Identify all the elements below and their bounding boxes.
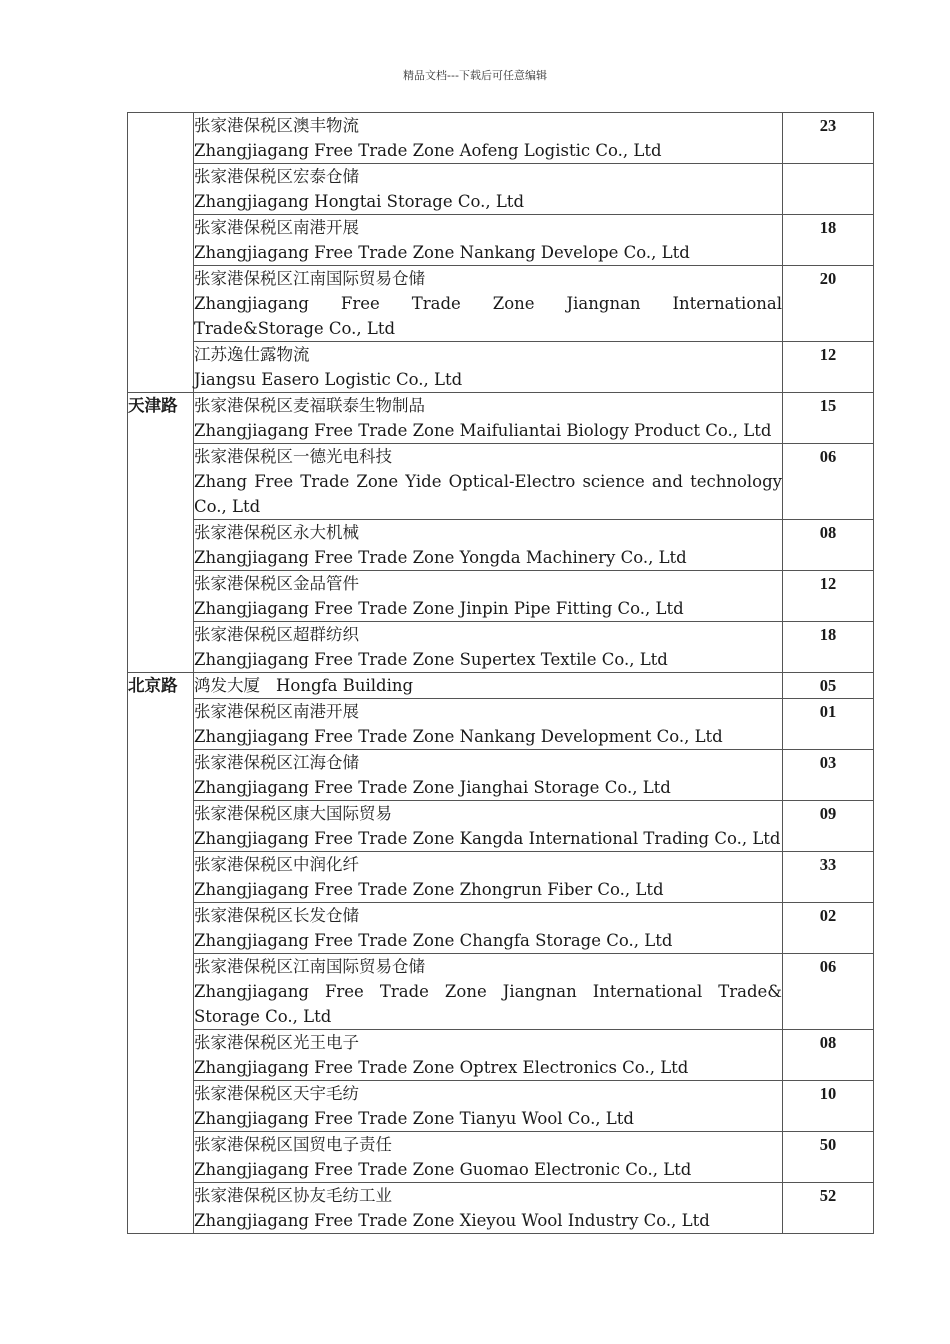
house-number-cell <box>783 164 874 215</box>
house-number-cell: 03 <box>783 750 874 801</box>
company-name-english: Jiangsu Easero Logistic Co., Ltd <box>194 370 463 389</box>
company-name-english: Zhangjiagang Free Trade Zone Tianyu Wool Co., Ltd <box>194 1109 634 1128</box>
company-name-cell <box>194 852 783 903</box>
company-name-english: Zhangjiagang Free Trade Zone Optrex Electronics Co., Ltd <box>194 1058 689 1077</box>
company-name-chinese: 张家港保税区澳丰物流 <box>194 116 359 135</box>
company-name-chinese: 张家港保税区长发仓储 <box>194 906 359 925</box>
company-name-english: Zhangjiagang Free Trade Zone Supertex Textile Co., Ltd <box>194 650 668 669</box>
company-name-english: Zhangjiagang Free Trade Zone Jinpin Pipe Fitting Co., Ltd <box>194 599 684 618</box>
house-number-cell: 09 <box>783 801 874 852</box>
company-name-english: Zhangjiagang Free Trade Zone Guomao Electronic Co., Ltd <box>194 1160 692 1179</box>
table-row <box>128 801 874 852</box>
company-name-chinese: 张家港保税区宏泰仓储 <box>194 167 359 186</box>
company-name-chinese: 张家港保税区金品管件 <box>194 574 359 593</box>
company-name-english: Zhangjiagang Free Trade Zone Maifuliantai Biology Product Co., Ltd <box>194 421 772 440</box>
house-number-cell: 05 <box>783 673 874 699</box>
company-name-english: Zhangjiagang Free Trade Zone Aofeng Logistic Co., Ltd <box>194 141 662 160</box>
company-name-chinese: 张家港保税区协友毛纺工业 <box>194 1186 392 1205</box>
company-name-cell <box>194 1132 783 1183</box>
house-number-cell: 20 <box>783 266 874 342</box>
table-row <box>128 215 874 266</box>
company-name-english: Hongfa Building <box>276 676 414 695</box>
house-number-cell: 12 <box>783 342 874 393</box>
table-row <box>128 622 874 673</box>
table-row <box>128 699 874 750</box>
company-name-cell <box>194 571 783 622</box>
company-name-chinese: 张家港保税区国贸电子责任 <box>194 1135 392 1154</box>
company-name-chinese: 江苏逸仕露物流 <box>194 345 310 364</box>
company-name-english: Zhangjiagang Hongtai Storage Co., Ltd <box>194 192 524 211</box>
table-row <box>128 164 874 215</box>
table-row <box>128 1132 874 1183</box>
table-row <box>128 903 874 954</box>
company-name-cell <box>194 342 783 393</box>
house-number-cell: 01 <box>783 699 874 750</box>
company-name-chinese: 张家港保税区南港开展 <box>194 702 359 721</box>
house-number-cell: 08 <box>783 520 874 571</box>
house-number-cell: 33 <box>783 852 874 903</box>
company-name-cell <box>194 699 783 750</box>
company-name-cell <box>194 393 783 444</box>
house-number-cell: 10 <box>783 1081 874 1132</box>
table-row <box>128 750 874 801</box>
house-number-cell: 18 <box>783 215 874 266</box>
company-name-english: Zhangjiagang Free Trade Zone Jiangnan International Trade& Storage Co., Ltd <box>194 982 782 1026</box>
company-name-english: Zhangjiagang Free Trade Zone Nankang Development Co., Ltd <box>194 727 723 746</box>
house-number-cell: 18 <box>783 622 874 673</box>
company-name-cell <box>194 954 783 1030</box>
company-name-cell <box>194 903 783 954</box>
table-row <box>128 266 874 342</box>
company-name-english: Zhangjiagang Free Trade Zone Jianghai Storage Co., Ltd <box>194 778 671 797</box>
table-row <box>128 1081 874 1132</box>
company-name-chinese: 张家港保税区康大国际贸易 <box>194 804 392 823</box>
company-name-cell <box>194 266 783 342</box>
company-name-cell <box>194 444 783 520</box>
house-number-cell: 06 <box>783 954 874 1030</box>
road-name-cell: 北京路 <box>128 673 194 1234</box>
company-name-cell <box>194 113 783 164</box>
company-name-cell <box>194 622 783 673</box>
table-row <box>128 673 874 699</box>
table-row <box>128 1183 874 1234</box>
company-name-cell <box>194 801 783 852</box>
company-name-cell <box>194 164 783 215</box>
company-name-cell <box>194 750 783 801</box>
table-row <box>128 113 874 164</box>
company-name-cell <box>194 1081 783 1132</box>
company-name-chinese: 张家港保税区一德光电科技 <box>194 447 392 466</box>
house-number-cell: 06 <box>783 444 874 520</box>
company-name-english: Zhang Free Trade Zone Yide Optical-Electro science and technology Co., Ltd <box>194 472 782 516</box>
company-name-cell <box>194 1183 783 1234</box>
house-number-cell: 02 <box>783 903 874 954</box>
company-table <box>127 112 874 1234</box>
page-header: 精品文档---下载后可任意编辑 <box>403 69 547 82</box>
house-number-cell: 12 <box>783 571 874 622</box>
company-name-cell <box>194 215 783 266</box>
company-name-chinese: 张家港保税区天宇毛纺 <box>194 1084 359 1103</box>
company-name-chinese: 张家港保税区江海仓储 <box>194 753 359 772</box>
road-name-cell: 天津路 <box>128 393 194 673</box>
table-row <box>128 1030 874 1081</box>
company-name-english: Zhangjiagang Free Trade Zone Kangda International Trading Co., Ltd <box>194 829 781 848</box>
company-name-english: Zhangjiagang Free Trade Zone Nankang Develope Co., Ltd <box>194 243 690 262</box>
house-number-cell: 52 <box>783 1183 874 1234</box>
company-name-english: Zhangjiagang Free Trade Zone Zhongrun Fiber Co., Ltd <box>194 880 664 899</box>
table-body <box>128 113 874 1234</box>
company-name-chinese: 张家港保税区中润化纤 <box>194 855 359 874</box>
company-name-chinese: 张家港保税区超群纺织 <box>194 625 359 644</box>
table-row <box>128 571 874 622</box>
table-row <box>128 954 874 1030</box>
company-name-chinese: 张家港保税区南港开展 <box>194 218 359 237</box>
table-row <box>128 342 874 393</box>
company-name-chinese: 鸿发大厦 <box>194 676 260 695</box>
house-number-cell: 50 <box>783 1132 874 1183</box>
table-row <box>128 852 874 903</box>
company-name-chinese: 张家港保税区麦福联泰生物制品 <box>194 396 425 415</box>
company-name-chinese: 张家港保税区光王电子 <box>194 1033 359 1052</box>
company-name-chinese: 张家港保税区江南国际贸易仓储 <box>194 269 425 288</box>
company-name-english: Zhangjiagang Free Trade Zone Xieyou Wool Industry Co., Ltd <box>194 1211 710 1230</box>
house-number-cell: 08 <box>783 1030 874 1081</box>
company-name-cell <box>194 520 783 571</box>
house-number-cell: 15 <box>783 393 874 444</box>
house-number-cell: 23 <box>783 113 874 164</box>
company-name-english: Zhangjiagang Free Trade Zone Yongda Machinery Co., Ltd <box>194 548 687 567</box>
table-row <box>128 444 874 520</box>
company-name-english: Zhangjiagang Free Trade Zone Changfa Storage Co., Ltd <box>194 931 673 950</box>
company-name-chinese: 张家港保税区永大机械 <box>194 523 359 542</box>
company-name-chinese: 张家港保税区江南国际贸易仓储 <box>194 957 425 976</box>
company-name-english: Zhangjiagang Free Trade Zone Jiangnan International Trade&Storage Co., Ltd <box>194 294 782 338</box>
company-name-cell <box>194 1030 783 1081</box>
table-row <box>128 393 874 444</box>
road-name-cell <box>128 113 194 393</box>
company-name-cell <box>194 673 783 699</box>
table-row <box>128 520 874 571</box>
